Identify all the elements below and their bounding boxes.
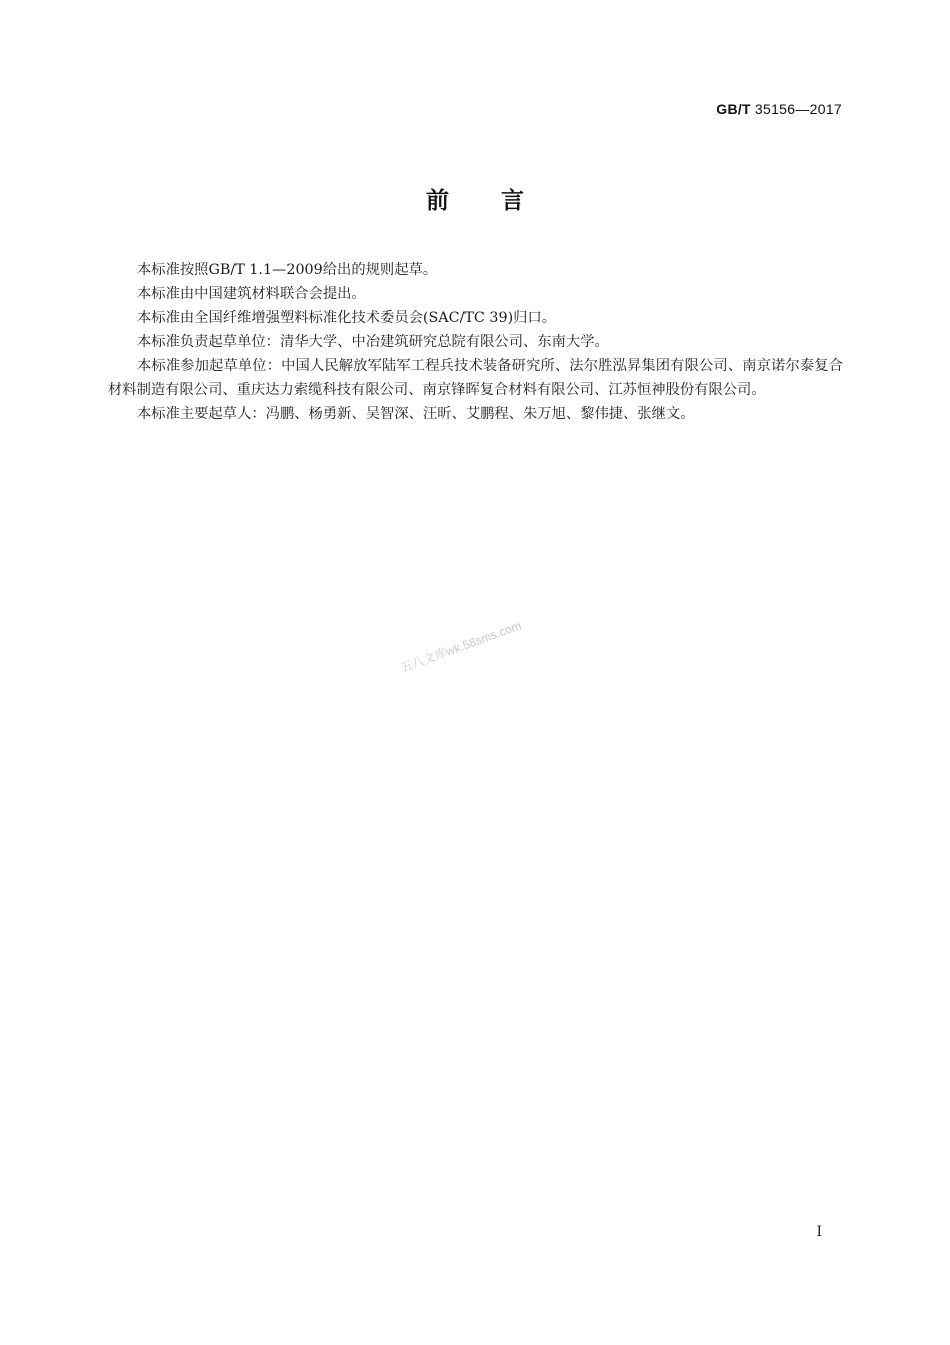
watermark: 五八文库wk.58sms.com <box>398 618 524 676</box>
paragraph-centralized-by: 本标准由全国纤维增强塑料标准化技术委员会(SAC/TC 39)归口。 <box>137 310 557 326</box>
paragraph-drafting-rules: 本标准按照GB/T 1.1—2009给出的规则起草。 <box>137 262 438 278</box>
standard-code <box>716 101 842 117</box>
preface-body <box>108 258 843 426</box>
standard-code-prefix: GB/T <box>716 101 751 117</box>
standard-code-number: 35156—2017 <box>754 101 842 117</box>
page-title: 前言 <box>426 188 576 214</box>
page-number: I <box>816 1224 822 1240</box>
paragraph-responsible-units: 本标准负责起草单位：清华大学、中冶建筑研究总院有限公司、东南大学。 <box>137 334 609 350</box>
paragraph-main-drafters: 本标准主要起草人：冯鹏、杨勇新、吴智深、汪昕、艾鹏程、朱万旭、黎伟捷、张继文。 <box>137 406 695 422</box>
paragraph-participating-units: 本标准参加起草单位：中国人民解放军陆军工程兵技术装备研究所、法尔胜泓昇集团有限公司、南京诺尔泰复合材料制造有限公司、重庆达力索缆科技有限公司、南京锋晖复合材料有限公司、江苏恒神股份有限公司。 <box>108 358 843 398</box>
paragraph-proposer: 本标准由中国建筑材料联合会提出。 <box>137 286 366 302</box>
